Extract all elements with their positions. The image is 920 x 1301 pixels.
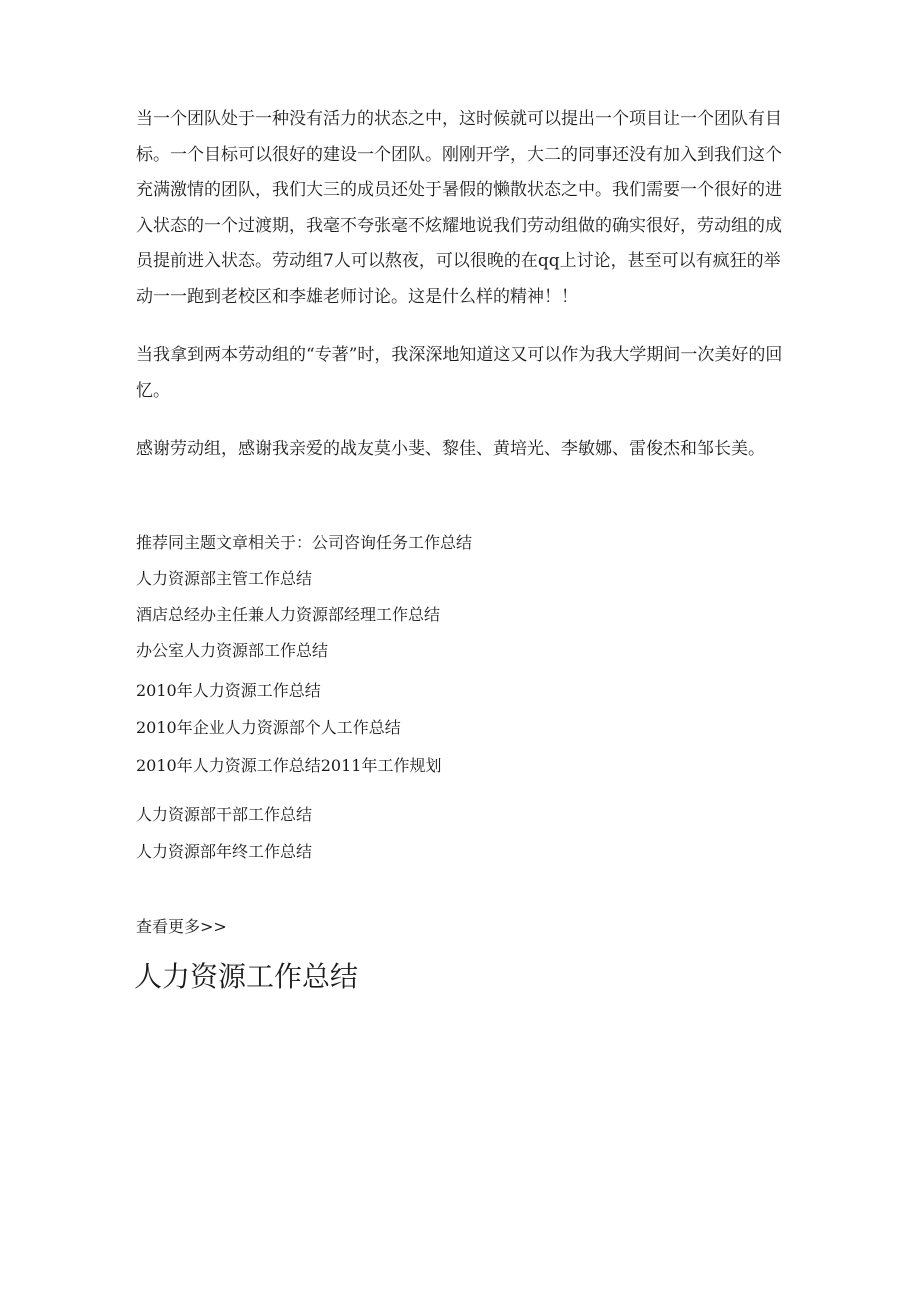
body-paragraph-1: 当一个团队处于一种没有活力的状态之中，这时候就可以提出一个项目让一个团队有目标。一个目标可以很好的建设一个团队。刚刚开学，大二的同事还没有加入到我们这个充满激情的团队，我们大三的成员还处于暑假的懒散状态之中。我们需要一个很好的进入状态的一个过渡期，我毫不夸张毫不炫耀地说我们劳动组做的确实很好，劳动组的成员提前进入状态。劳动组7人可以熬夜，可以很晚的在qq上讨论，甚至可以有疯狂的举动一一跑到老校区和李雄老师讨论。这是什么样的精神！！ xyxy=(136,109,782,307)
body-paragraph-2: 当我拿到两本劳动组的“专著”时，我深深地知道这又可以作为我大学期间一次美好的回忆。 xyxy=(136,345,783,401)
related-article-link[interactable]: 办公室人力资源部工作总结 xyxy=(136,641,329,660)
related-articles-intro: 推荐同主题文章相关于：公司咨询任务工作总结 xyxy=(136,533,473,552)
related-article-link[interactable]: 2010年人力资源工作总结2011年工作规划 xyxy=(136,756,442,775)
related-article-link[interactable]: 酒店总经办主任兼人力资源部经理工作总结 xyxy=(136,605,441,624)
related-article-link[interactable]: 人力资源部干部工作总结 xyxy=(136,805,313,824)
body-paragraph-3: 感谢劳动组，感谢我亲爱的战友莫小斐、黎佳、黄培光、李敏娜、雷俊杰和邹长美。 xyxy=(136,439,765,459)
related-article-link[interactable]: 2010年人力资源工作总结 xyxy=(136,681,321,700)
related-article-link[interactable]: 2010年企业人力资源部个人工作总结 xyxy=(136,718,401,737)
section-heading: 人力资源工作总结 xyxy=(134,960,359,993)
related-article-link[interactable]: 人力资源部年终工作总结 xyxy=(136,842,313,861)
view-more-link[interactable]: 查看更多>> xyxy=(136,917,227,936)
related-article-link[interactable]: 人力资源部主管工作总结 xyxy=(136,569,313,588)
